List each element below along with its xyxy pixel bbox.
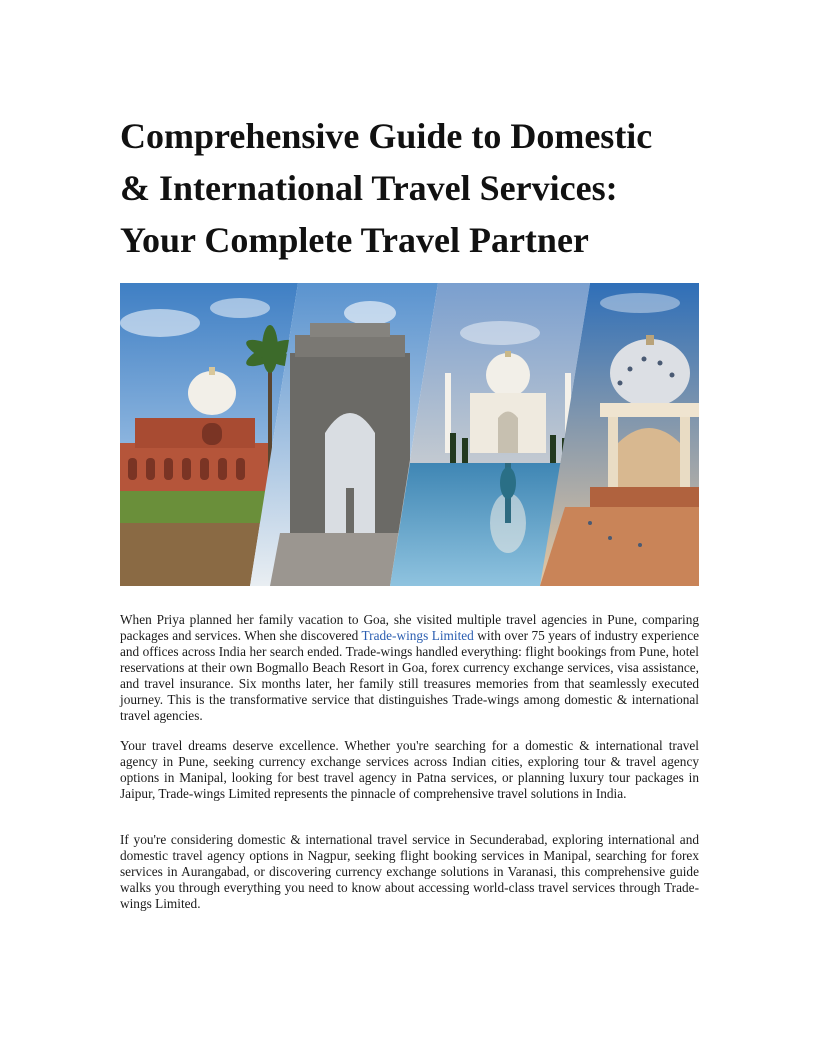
collage-svg <box>120 283 699 586</box>
page-title <box>120 110 710 266</box>
title-line-3: Your Complete Travel Partner <box>120 220 589 260</box>
intro-text-before-link: When Priya planned her family vacation to Goa, she visited multiple travel agencies in Pune, comparing packages and services. When she discovered <box>120 612 699 643</box>
locations-paragraph: If you're considering domestic & international travel service in Secunderabad, exploring international and domestic travel agency options in Nagpur, seeking flight booking services in Manipal, searching for forex services in Aurangabad, or discovering currency exchange solutions in Varanasi, this comprehensive guide walks you through everything you need to know about accessing world-class travel services through Trade-wings Limited. <box>120 832 699 911</box>
intro-paragraph <box>120 612 699 724</box>
india-landmarks-collage-image <box>120 283 699 586</box>
intro-text-after-link: with over 75 years of industry experience and offices across India her search ended. Trade-wings handled everything: flight bookings from Pune, hotel reservations at their own Bogmallo Beach Resort in Goa, forex currency exchange services, visa assistance, and travel insurance. Six months later, her family still treasures memories from that seamlessly executed journey. This is the transformative service that distinguishes Trade-wings among domestic & international travel agencies. <box>120 628 699 723</box>
title-line-2: & International Travel Services: <box>120 168 618 208</box>
title-line-1: Comprehensive Guide to Domestic <box>120 116 653 156</box>
services-paragraph: Your travel dreams deserve excellence. Whether you're searching for a domestic & international travel agency in Pune, seeking currency exchange services across Indian cities, exploring tour & travel agency options in Manipal, looking for best travel agency in Patna services, or planning luxury tour packages in Jaipur, Trade-wings Limited represents the pinnacle of comprehensive travel solutions in India. <box>120 738 699 801</box>
trade-wings-link[interactable]: Trade-wings Limited <box>361 628 474 643</box>
